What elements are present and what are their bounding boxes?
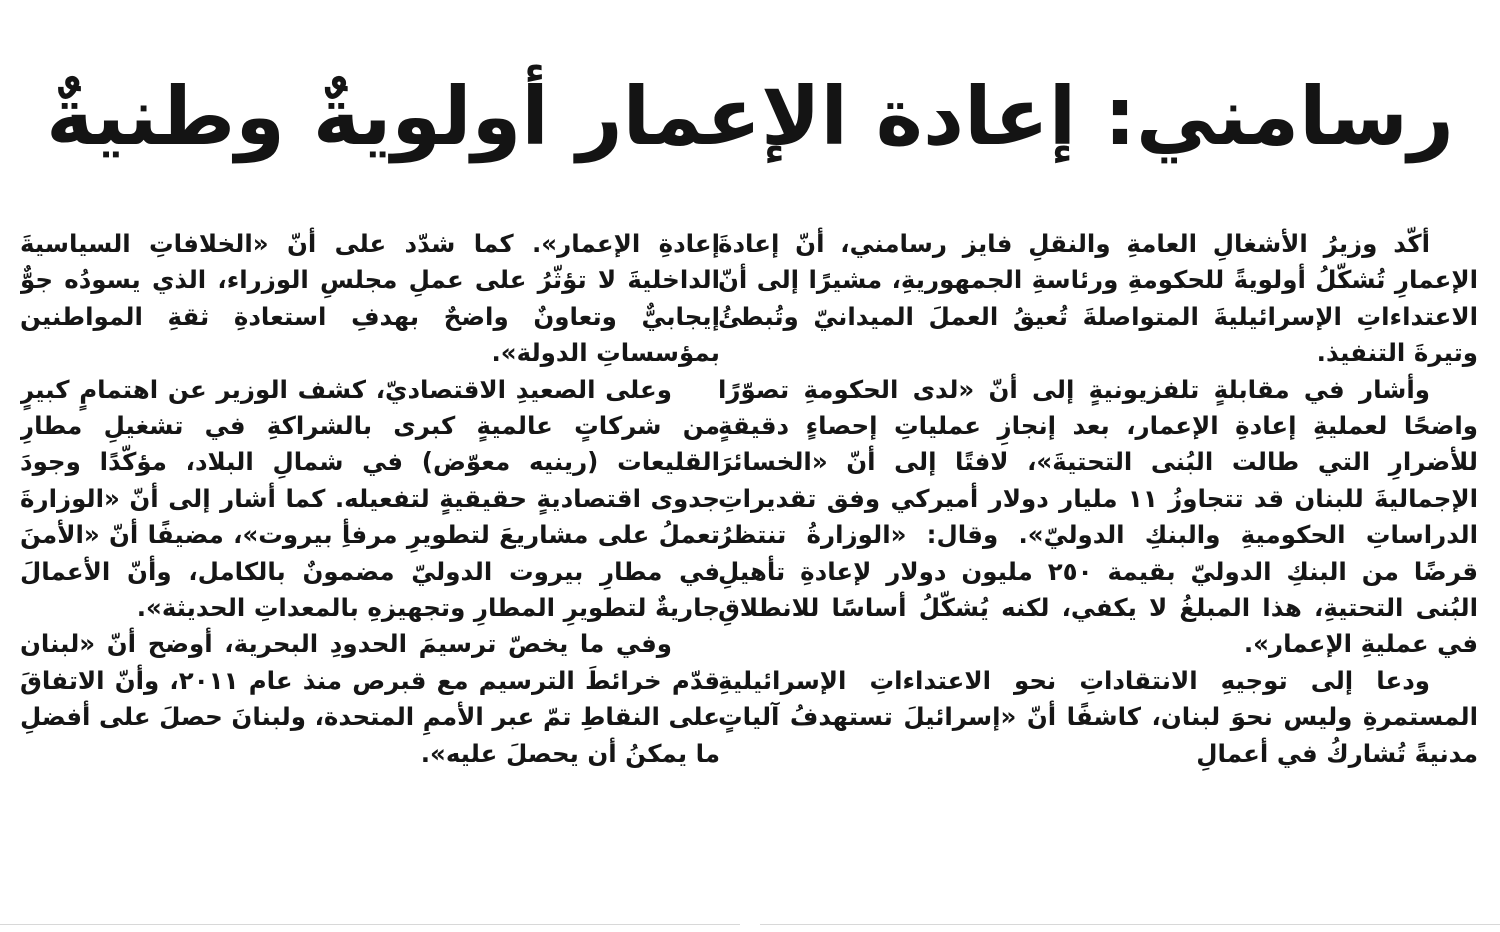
article-column-right: [718, 226, 1478, 916]
right-column-paragraph-1: أكّد وزيرُ الأشغالِ العامةِ والنقلِ فايز رسامني، أنّ إعادةَ الإعمارِ تُشكّلُ أولويةً للحكومةِ ورئاسةِ الجمهوريةِ، مشيرًا إلى أنّ الاعتداءاتِ الإسرائيليةَ المتواصلةَ تُعيقُ العملَ الميدانيّ وتُبطئُ وتيرةَ التنفيذ.: [718, 229, 1478, 368]
right-column-paragraph-2: وأشار في مقابلةٍ تلفزيونيةٍ إلى أنّ «لدى الحكومةِ تصوّرًا واضحًا لعمليةِ إعادةِ الإعمار، بعد إنجازِ عملياتِ إحصاءٍ دقيقةٍ للأضرارِ التي طالت البُنى التحتيةَ»، لافتًا إلى أنّ «الخسائرَ الإجماليةَ للبنان قد تتجاوزُ ١١ مليار دولار أميركي وفق تقديراتِ الدراساتِ الحكوميةِ والبنكِ الدوليّ». وقال: «الوزارةُ تنتظرُ قرضًا من البنكِ الدوليّ بقيمة ٢٥٠ مليون دولار لإعادةِ تأهيلِ البُنى التحتيةِ، هذا المبلغُ لا يكفي، لكنه يُشكّلُ أساسًا للانطلاقِ في عمليةِ الإعمار».: [718, 374, 1478, 659]
headline: رسامني: إعادة الإعمار أولويةٌ وطنيةٌ: [46, 70, 1454, 163]
left-column-paragraph-2: وعلى الصعيدِ الاقتصاديّ، كشف الوزير عن اهتمامٍ كبيرٍ من شركاتٍ عالميةٍ كبرى بالشراكةِ في تشغيلِ مطارِ القليعات (رينيه معوّض) في شمالِ البلاد، مؤكّدًا وجودَ جدوى اقتصاديةٍ حقيقيةٍ لتفعيله. كما أشار إلى أنّ «الوزارةَ تعملُ على مشاريعَ لتطويرِ مرفأِ بيروت»، مضيفًا أنّ «الأمنَ في مطارِ بيروت الدوليّ مضمونٌ بالكامل، وأنّ الأعمالَ جاريةٌ لتطويرِ المطارِ وتجهيزهِ بالمعداتِ الحديثة».: [20, 374, 720, 623]
article-column-left: [20, 226, 720, 916]
bottom-rule-right: [760, 924, 1500, 925]
right-column-paragraph-3: ودعا إلى توجيهِ الانتقاداتِ نحو الاعتداءاتِ الإسرائيليةِ المستمرةِ وليس نحوَ لبنان، كاشفًا أنّ «إسرائيلَ تستهدفُ آلياتٍ مدنيةً تُشاركُ في أعمالِ: [718, 665, 1478, 768]
left-column-paragraph-3: وفي ما يخصّ ترسيمَ الحدودِ البحرية، أوضح أنّ «لبنان قدّم خرائطَ الترسيم مع قبرص منذ عام ٢٠١١، وأنّ الاتفاقَ على النقاطِ تمّ عبر الأممِ المتحدة، ولبنانَ حصلَ على أفضلِ ما يمكنُ أن يحصلَ عليه».: [20, 629, 720, 768]
left-column-paragraph-1: إعادةِ الإعمار». كما شدّد على أنّ «الخلافاتِ السياسيةَ الداخليةَ لا تؤثّرُ على عملِ مجلسِ الوزراء، الذي يسودُه جوٌّ إيجابيٌّ وتعاونٌ واضحٌ بهدفِ استعادةِ ثقةِ المواطنين بمؤسساتِ الدولة».: [20, 229, 720, 368]
bottom-rule-left: [0, 924, 740, 925]
